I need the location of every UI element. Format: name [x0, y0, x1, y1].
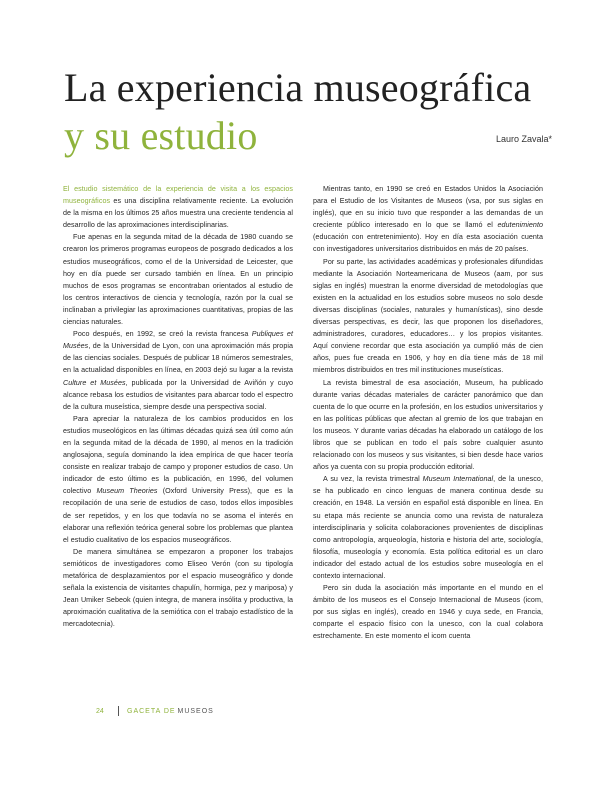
right-paragraph-3: La revista bimestral de esa asociación, Museum, ha publicado durante varias décadas materiales de carácter panorámico que dan cuenta de lo que ocurre en la profesión, en los estudios universitarios y en las políticas públicas que afectan al gremio de los que trabajan en los museos. Y durante varias décadas ha elaborado un catálogo de los libros que se publican en todo el país sobre cualquier asunto relacionado con los museos y sus visitantes, si bien desde hace varios años ya cuenta con su propia producción editorial. — [313, 378, 543, 472]
author-name: Lauro Zavala* — [495, 134, 552, 144]
right-paragraph-5: Pero sin duda la asociación más importante en el mundo en el ámbito de los museos es el Consejo Internacional de Museos (icom, por sus siglas en inglés), creado en 1946 y cuya sede, en Francia, comparte el espacio físico con la unesco, con la cual colabora estrechamente. En este momento el icom cuenta — [313, 584, 543, 641]
footer-divider — [118, 706, 119, 716]
lead-text: El estudio sistemático de la experiencia de visita a los espacios museográficos — [63, 185, 293, 206]
journal-name: MUSEOS — [177, 707, 214, 715]
left-paragraph-3: Poco después, en 1992, se creó la revista francesa Publiques et Musées, de la Universidad de Lyon, con una aproximación más propia de las ciencias sociales. Después de publicar 18 números semestrales, en la actualidad disponibles en línea, en 2003 dejó su lugar a la revista Culture et Musées, publicada por la Universidad de Aviñón y cuyo alcance rebasa los estudios de visitantes para abarcar todo el espectro de la cultura museística, siempre desde una perspectiva social. — [63, 330, 294, 411]
page-footer — [96, 706, 214, 716]
left-column — [63, 183, 293, 630]
page-number: 24 — [96, 707, 104, 715]
article-title-line1: La experiencia museográfica — [64, 65, 532, 110]
right-column — [313, 183, 543, 643]
left-paragraph-1: El estudio sistemático de la experiencia de visita a los espacios museográficos es una disciplina relativamente reciente. La evolución de la misma en los últimos 25 años muestra una creciente tendencia al desarrollo de las aproximaciones interdisciplinarias. — [63, 185, 293, 230]
article-title-line2: y su estudio — [64, 113, 258, 158]
right-paragraph-1: Mientras tanto, en 1990 se creó en Estados Unidos la Asociación para el Estudio de los Visitantes de Museos (vsa, por sus siglas en inglés), que en su inicio tuvo que responder a las demandas de un creciente público interesado en lo que se llamó el edutenimiento (educación con entretenimiento). Hoy en día esta asociación cuenta con investigadores universitarios distribuidos en más de 20 países. — [313, 185, 543, 254]
left-paragraph-5: De manera simultánea se empezaron a proponer los trabajos semióticos de investigadores como Eliseo Verón (con su tipología metafórica de desplazamientos por el espacio museográfico y donde señala la existencia de visitantes chapulín, hormiga, pez y mariposa) y Jean Umiker Sebeok (quien integra, de manera insólita y productiva, la aproximación cualitativa de la semiótica con el trabajo estadístico de la mercadotecnia). — [63, 547, 293, 629]
journal-prefix: GACETA DE — [127, 707, 176, 715]
right-paragraph-2: Por su parte, las actividades académicas y profesionales difundidas mediante la Asociación Norteamericana de Museos (aam, por sus siglas en inglés) muestran la enorme diversidad de metodologías que existen en la actualidad en los estudios sobre museos no solo desde diversas disciplinas (sociales, naturales y humanísticas), sino desde diversas perspectivas, es decir, las que proponen los diseñadores, administradores, curadores, educadores… y los propios visitantes. Aquí conviene recordar que esta asociación ya cumplió más de cien años, pues fue creada en 1906, y hoy en día tiene más de 18 mil miembros distribuidos en tres mil instituciones museísticas. — [313, 257, 543, 375]
left-paragraph-4: Para apreciar la naturaleza de los cambios producidos en los estudios museológicos en las últimas décadas quizá sea útil como aún en la segunda mitad de la década de 1990, al menos en la tradición anglosajona, seguía dominando la idea empírica de que hacer teoría consiste en realizar trabajo de campo y proponer estudios de caso. Un indicador de esto último es la publicación, en 1996, del volumen colectivo Museum Theories (Oxford University Press), que es la recopilación de una serie de estudios de caso, todos ellos imposibles de ser repetidos, y en los que todavía no se asoma el interés en elaborar una reflexión teórica general sobre los problemas que plantea el estudio cualitativo de los espacios museográficos. — [63, 414, 293, 544]
left-paragraph-2: Fue apenas en la segunda mitad de la década de 1980 cuando se crearon los primeros programas europeos de posgrado dedicados a los estudios museográficos, como el de la Universidad de Leicester, que hoy en día puede ser cursado también en línea. En un principio muchos de esos programas se encontraban orientados al estudio de los centros interactivos de ciencia y tecnología, razón por la cual se inclinaban a privilegiar las aproximaciones cuantitativas, propias de las ciencias naturales. — [63, 233, 293, 327]
right-paragraph-4: A su vez, la revista trimestral Museum International, de la unesco, se ha publicado en cinco lenguas de manera continua desde su creación, en 1948. La versión en español está disponible en línea. En su etapa más reciente se anuncia como una revista de naturaleza interdisciplinaria y solicita colaboraciones provenientes de disciplinas como antropología, arqueología, historia e historia del arte, sociología, filosofía, museología y economía. Esta política editorial es un claro indicador del estado actual de los estudios sobre museología en el contexto internacional. — [313, 475, 543, 580]
